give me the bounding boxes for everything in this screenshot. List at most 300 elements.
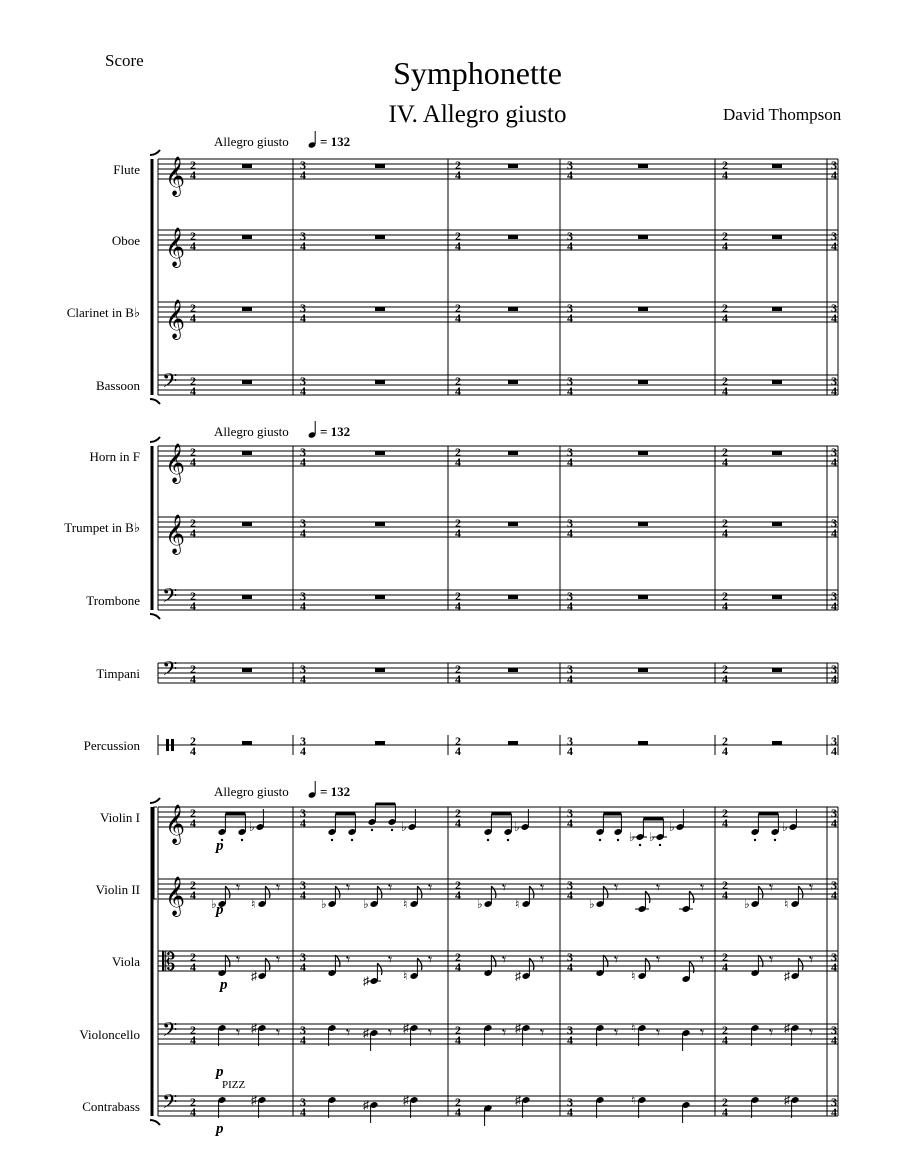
eighth-rest: 𝄾 <box>809 1025 814 1042</box>
eighth-rest: 𝄾 <box>236 880 241 897</box>
accidental-icon: ♭ <box>669 820 675 834</box>
time-signature-numerator: 2 <box>455 516 461 530</box>
time-signature-denominator: 4 <box>722 168 728 182</box>
time-signature-numerator: 3 <box>831 589 837 603</box>
accidental-icon: ♭ <box>514 820 520 834</box>
percussion-clef-icon <box>171 739 174 751</box>
whole-rest <box>638 595 648 599</box>
time-signature-numerator: 2 <box>722 516 728 530</box>
instrument-name-violin2: Violin II <box>95 882 140 897</box>
tempo-marking-text: Allegro giusto <box>214 134 289 149</box>
staccato-dot <box>639 844 641 846</box>
time-signature-denominator: 4 <box>190 960 196 974</box>
time-signature-numerator: 3 <box>567 301 573 315</box>
accidental-icon: ♭ <box>363 897 369 911</box>
accidental-icon: ♭ <box>401 820 407 834</box>
eighth-flag <box>645 891 650 903</box>
time-signature-denominator: 4 <box>190 1033 196 1047</box>
time-signature-denominator: 4 <box>190 599 196 613</box>
eighth-flag <box>335 886 340 898</box>
time-signature-denominator: 4 <box>455 311 461 325</box>
time-signature-denominator: 4 <box>722 1105 728 1119</box>
whole-rest <box>508 235 518 239</box>
time-signature-numerator: 3 <box>831 301 837 315</box>
eighth-flag <box>417 958 422 970</box>
time-signature-numerator: 3 <box>300 734 306 748</box>
accidental-icon: ♮ <box>631 969 636 983</box>
time-signature-numerator: 2 <box>722 374 728 388</box>
whole-rest <box>772 164 782 168</box>
staff-horn <box>158 446 838 466</box>
time-signature-numerator: 2 <box>722 158 728 172</box>
time-signature-denominator: 4 <box>190 311 196 325</box>
accidental-icon: ♮ <box>403 897 408 911</box>
treble-clef-icon: 𝄞 <box>165 445 186 482</box>
time-signature-denominator: 4 <box>300 1105 306 1119</box>
whole-rest <box>508 741 518 745</box>
time-signature-numerator: 3 <box>300 374 306 388</box>
staccato-dot <box>754 839 756 841</box>
accidental-icon: ♯ <box>363 974 369 988</box>
time-signature-numerator: 3 <box>831 950 837 964</box>
whole-rest <box>638 668 648 672</box>
eighth-rest: 𝄾 <box>769 1025 774 1042</box>
time-signature-denominator: 4 <box>831 1105 837 1119</box>
time-signature-denominator: 4 <box>300 168 306 182</box>
time-signature-numerator: 2 <box>190 806 196 820</box>
instrument-name-bass: Contrabass <box>82 1099 140 1114</box>
whole-rest <box>375 164 385 168</box>
whole-rest <box>638 164 648 168</box>
accidental-icon: ♭ <box>629 830 635 844</box>
eighth-rest: 𝄾 <box>614 880 619 897</box>
violins-sub-bracket <box>154 807 157 899</box>
time-signature-numerator: 2 <box>722 589 728 603</box>
time-signature-numerator: 2 <box>722 950 728 964</box>
time-signature-denominator: 4 <box>567 960 573 974</box>
whole-rest <box>508 307 518 311</box>
staccato-dot <box>351 839 353 841</box>
time-signature-denominator: 4 <box>831 599 837 613</box>
time-signature-numerator: 3 <box>300 158 306 172</box>
eighth-rest: 𝄾 <box>614 1025 619 1042</box>
time-signature-numerator: 2 <box>455 734 461 748</box>
brass-bracket-hook <box>150 614 160 619</box>
staccato-dot <box>599 839 601 841</box>
whole-rest <box>242 235 252 239</box>
staff-bassoon <box>158 375 838 395</box>
staff-flute <box>158 159 838 179</box>
winds-bracket-hook <box>150 399 160 404</box>
whole-rest <box>242 164 252 168</box>
time-signature-numerator: 3 <box>831 806 837 820</box>
accidental-icon: ♯ <box>784 1093 790 1107</box>
eighth-flag <box>529 886 534 898</box>
instrument-name-horn: Horn in F <box>89 449 140 464</box>
whole-rest <box>638 451 648 455</box>
eighth-rest: 𝄾 <box>388 952 393 969</box>
eighth-rest: 𝄾 <box>540 952 545 969</box>
time-signature-denominator: 4 <box>831 1033 837 1047</box>
time-signature-denominator: 4 <box>722 744 728 758</box>
whole-rest <box>772 668 782 672</box>
time-signature-denominator: 4 <box>722 960 728 974</box>
eighth-rest: 𝄾 <box>236 1025 241 1042</box>
staccato-dot <box>241 839 243 841</box>
treble-clef-icon: 𝄞 <box>165 301 186 338</box>
whole-rest <box>375 380 385 384</box>
time-signature-numerator: 2 <box>190 1023 196 1037</box>
time-signature-numerator: 3 <box>831 229 837 243</box>
time-signature-numerator: 2 <box>455 301 461 315</box>
staff-viola <box>158 951 838 971</box>
bass-clef-icon: 𝄢 <box>162 1020 178 1046</box>
time-signature-denominator: 4 <box>300 455 306 469</box>
time-signature-denominator: 4 <box>455 168 461 182</box>
eighth-flag <box>265 886 270 898</box>
accidental-icon: ♭ <box>321 897 327 911</box>
time-signature-denominator: 4 <box>455 816 461 830</box>
time-signature-numerator: 2 <box>190 734 196 748</box>
instrument-name-bassoon: Bassoon <box>95 378 140 393</box>
time-signature-denominator: 4 <box>722 384 728 398</box>
accidental-icon: ♯ <box>403 1093 409 1107</box>
accidental-icon: ♭ <box>249 820 255 834</box>
whole-rest <box>375 307 385 311</box>
accidental-icon: ♯ <box>251 1021 257 1035</box>
alto-clef-icon: 𝄡 <box>162 950 176 976</box>
whole-rest <box>638 741 648 745</box>
time-signature-denominator: 4 <box>722 455 728 469</box>
eighth-flag <box>798 886 803 898</box>
time-signature-numerator: 2 <box>455 1023 461 1037</box>
time-signature-denominator: 4 <box>722 311 728 325</box>
staff-clarinet <box>158 302 838 322</box>
time-signature-denominator: 4 <box>567 1105 573 1119</box>
time-signature-numerator: 3 <box>567 950 573 964</box>
time-signature-numerator: 3 <box>567 734 573 748</box>
staff-percussion <box>158 739 838 751</box>
whole-rest <box>508 451 518 455</box>
accidental-icon: ♭ <box>744 897 750 911</box>
treble-clef-icon: 𝄞 <box>165 516 186 553</box>
accidental-icon: ♯ <box>515 1093 521 1107</box>
eighth-rest: 𝄾 <box>700 952 705 969</box>
accidental-icon: ♯ <box>784 1021 790 1035</box>
staff-timpani <box>158 663 838 683</box>
time-signature-numerator: 2 <box>722 734 728 748</box>
accidental-icon: ♯ <box>363 1026 369 1040</box>
time-signature-denominator: 4 <box>831 455 837 469</box>
staff-trumpet <box>158 517 838 537</box>
time-signature-numerator: 3 <box>300 806 306 820</box>
eighth-rest: 𝄾 <box>388 1025 393 1042</box>
time-signature-denominator: 4 <box>567 455 573 469</box>
time-signature-denominator: 4 <box>190 1105 196 1119</box>
time-signature-numerator: 3 <box>300 662 306 676</box>
time-signature-denominator: 4 <box>567 888 573 902</box>
accidental-icon: ♮ <box>631 1021 636 1035</box>
accidental-icon: ♯ <box>363 1098 369 1112</box>
whole-rest <box>508 668 518 672</box>
eighth-rest: 𝄾 <box>346 880 351 897</box>
whole-rest <box>242 595 252 599</box>
bass-clef-icon: 𝄢 <box>162 371 178 397</box>
whole-rest <box>242 668 252 672</box>
time-signature-numerator: 3 <box>567 878 573 892</box>
accidental-icon: ♮ <box>403 969 408 983</box>
tempo-marking-text: Allegro giusto <box>214 784 289 799</box>
time-signature-numerator: 3 <box>567 662 573 676</box>
eighth-rest: 𝄾 <box>769 880 774 897</box>
time-signature-denominator: 4 <box>567 599 573 613</box>
time-signature-denominator: 4 <box>455 1105 461 1119</box>
time-signature-numerator: 2 <box>722 878 728 892</box>
time-signature-numerator: 2 <box>722 229 728 243</box>
time-signature-denominator: 4 <box>831 888 837 902</box>
time-signature-numerator: 3 <box>300 1023 306 1037</box>
bass-clef-icon: 𝄢 <box>162 586 178 612</box>
time-signature-numerator: 2 <box>190 878 196 892</box>
accidental-icon: ♯ <box>251 1093 257 1107</box>
time-signature-numerator: 3 <box>831 1095 837 1109</box>
whole-rest <box>508 164 518 168</box>
time-signature-numerator: 3 <box>567 445 573 459</box>
eighth-rest: 𝄾 <box>502 1025 507 1042</box>
instrument-name-violin1: Violin I <box>99 810 140 825</box>
instrument-name-flute: Flute <box>113 162 140 177</box>
time-signature-numerator: 3 <box>831 158 837 172</box>
time-signature-numerator: 2 <box>722 301 728 315</box>
time-signature-denominator: 4 <box>722 239 728 253</box>
staff-oboe <box>158 230 838 250</box>
time-signature-numerator: 2 <box>722 1095 728 1109</box>
time-signature-denominator: 4 <box>455 744 461 758</box>
time-signature-numerator: 2 <box>190 229 196 243</box>
time-signature-numerator: 2 <box>455 1095 461 1109</box>
time-signature-numerator: 3 <box>831 878 837 892</box>
accidental-icon: ♯ <box>403 1021 409 1035</box>
time-signature-denominator: 4 <box>300 888 306 902</box>
time-signature-numerator: 3 <box>567 516 573 530</box>
staff-violin2 <box>158 879 838 899</box>
time-signature-denominator: 4 <box>722 888 728 902</box>
whole-rest <box>508 522 518 526</box>
time-signature-denominator: 4 <box>722 1033 728 1047</box>
accidental-icon: ♮ <box>515 897 520 911</box>
time-signature-denominator: 4 <box>300 744 306 758</box>
eighth-rest: 𝄾 <box>276 952 281 969</box>
winds-bracket-hook <box>150 150 160 155</box>
time-signature-numerator: 2 <box>455 589 461 603</box>
eighth-flag <box>377 963 382 975</box>
time-signature-numerator: 2 <box>190 374 196 388</box>
time-signature-numerator: 3 <box>831 445 837 459</box>
whole-rest <box>772 522 782 526</box>
time-signature-numerator: 2 <box>455 950 461 964</box>
instrument-name-viola: Viola <box>111 954 140 969</box>
time-signature-numerator: 3 <box>567 1095 573 1109</box>
time-signature-numerator: 2 <box>455 878 461 892</box>
time-signature-denominator: 4 <box>567 672 573 686</box>
time-signature-numerator: 2 <box>190 301 196 315</box>
score-label: Score <box>105 51 144 70</box>
staccato-dot <box>617 839 619 841</box>
time-signature-numerator: 2 <box>455 445 461 459</box>
time-signature-numerator: 2 <box>455 158 461 172</box>
time-signature-numerator: 2 <box>722 806 728 820</box>
whole-rest <box>375 451 385 455</box>
dynamic-marking: p <box>216 902 224 918</box>
eighth-rest: 𝄾 <box>502 952 507 969</box>
dynamic-marking: p <box>216 838 224 854</box>
time-signature-numerator: 3 <box>300 445 306 459</box>
bass-clef-icon: 𝄢 <box>162 1092 178 1118</box>
time-signature-denominator: 4 <box>300 526 306 540</box>
time-signature-denominator: 4 <box>567 1033 573 1047</box>
whole-rest <box>772 451 782 455</box>
time-signature-denominator: 4 <box>190 239 196 253</box>
staccato-dot <box>371 829 373 831</box>
time-signature-denominator: 4 <box>455 672 461 686</box>
eighth-rest: 𝄾 <box>276 880 281 897</box>
eighth-rest: 𝄾 <box>614 952 619 969</box>
time-signature-denominator: 4 <box>455 239 461 253</box>
time-signature-numerator: 3 <box>567 374 573 388</box>
time-signature-denominator: 4 <box>567 744 573 758</box>
eighth-rest: 𝄾 <box>276 1025 281 1042</box>
time-signature-denominator: 4 <box>831 744 837 758</box>
time-signature-numerator: 2 <box>190 589 196 603</box>
whole-rest <box>242 307 252 311</box>
time-signature-denominator: 4 <box>722 672 728 686</box>
dynamic-marking: p <box>220 977 228 993</box>
movement-subtitle: IV. Allegro giusto <box>388 101 567 128</box>
eighth-flag <box>417 886 422 898</box>
eighth-rest: 𝄾 <box>700 880 705 897</box>
tempo-bpm: = 132 <box>320 784 351 799</box>
dynamic-marking: p <box>216 1064 224 1080</box>
accidental-icon: ♯ <box>515 969 521 983</box>
time-signature-numerator: 3 <box>567 1023 573 1037</box>
time-signature-numerator: 3 <box>300 301 306 315</box>
time-signature-denominator: 4 <box>455 1033 461 1047</box>
time-signature-denominator: 4 <box>831 672 837 686</box>
whole-rest <box>375 668 385 672</box>
time-signature-denominator: 4 <box>831 168 837 182</box>
time-signature-denominator: 4 <box>722 526 728 540</box>
time-signature-denominator: 4 <box>831 239 837 253</box>
staccato-dot <box>391 829 393 831</box>
time-signature-numerator: 2 <box>455 806 461 820</box>
instrument-name-clarinet: Clarinet in B♭ <box>66 305 140 320</box>
pizz-marking: PIZZ <box>222 1079 246 1091</box>
composer-name: David Thompson <box>723 105 842 124</box>
time-signature-denominator: 4 <box>300 672 306 686</box>
whole-rest <box>638 307 648 311</box>
time-signature-numerator: 3 <box>300 516 306 530</box>
time-signature-numerator: 3 <box>567 158 573 172</box>
eighth-flag <box>491 886 496 898</box>
whole-rest <box>772 595 782 599</box>
time-signature-numerator: 2 <box>190 662 196 676</box>
time-signature-denominator: 4 <box>300 960 306 974</box>
eighth-flag <box>689 891 694 903</box>
whole-rest <box>638 380 648 384</box>
whole-rest <box>772 307 782 311</box>
accidental-icon: ♮ <box>251 897 256 911</box>
whole-rest <box>508 595 518 599</box>
time-signature-denominator: 4 <box>190 816 196 830</box>
time-signature-numerator: 3 <box>831 734 837 748</box>
eighth-rest: 𝄾 <box>656 1025 661 1042</box>
time-signature-denominator: 4 <box>455 455 461 469</box>
staccato-dot <box>331 839 333 841</box>
time-signature-numerator: 3 <box>300 878 306 892</box>
whole-rest <box>638 235 648 239</box>
time-signature-denominator: 4 <box>831 311 837 325</box>
tempo-marking-text: Allegro giusto <box>214 424 289 439</box>
time-signature-denominator: 4 <box>190 672 196 686</box>
time-signature-denominator: 4 <box>455 384 461 398</box>
time-signature-denominator: 4 <box>455 888 461 902</box>
dynamic-marking: p <box>216 1121 224 1137</box>
time-signature-numerator: 3 <box>831 1023 837 1037</box>
time-signature-denominator: 4 <box>300 816 306 830</box>
eighth-flag <box>265 958 270 970</box>
eighth-rest: 𝄾 <box>502 880 507 897</box>
eighth-rest: 𝄾 <box>700 1025 705 1042</box>
time-signature-denominator: 4 <box>567 168 573 182</box>
time-signature-denominator: 4 <box>190 455 196 469</box>
eighth-rest: 𝄾 <box>540 880 545 897</box>
staff-trombone <box>158 590 838 610</box>
time-signature-numerator: 2 <box>190 158 196 172</box>
accidental-icon: ♭ <box>589 897 595 911</box>
time-signature-denominator: 4 <box>190 168 196 182</box>
tempo-bpm: = 132 <box>320 134 351 149</box>
eighth-rest: 𝄾 <box>656 880 661 897</box>
treble-clef-icon: 𝄞 <box>165 806 186 843</box>
time-signature-denominator: 4 <box>831 526 837 540</box>
time-signature-denominator: 4 <box>300 384 306 398</box>
whole-rest <box>638 522 648 526</box>
whole-rest <box>242 522 252 526</box>
eighth-flag <box>529 958 534 970</box>
time-signature-denominator: 4 <box>722 599 728 613</box>
instrument-name-percussion: Percussion <box>83 738 140 753</box>
eighth-flag <box>377 886 382 898</box>
strings-bracket-hook <box>150 1120 160 1125</box>
staccato-dot <box>487 839 489 841</box>
eighth-flag <box>758 886 763 898</box>
instrument-name-cello: Violoncello <box>79 1027 140 1042</box>
time-signature-numerator: 2 <box>190 1095 196 1109</box>
time-signature-numerator: 2 <box>455 229 461 243</box>
whole-rest <box>508 380 518 384</box>
whole-rest <box>772 380 782 384</box>
treble-clef-icon: 𝄞 <box>165 229 186 266</box>
eighth-rest: 𝄾 <box>540 1025 545 1042</box>
eighth-flag <box>798 958 803 970</box>
accidental-icon: ♮ <box>631 1093 636 1107</box>
treble-clef-icon: 𝄞 <box>165 158 186 195</box>
accidental-icon: ♭ <box>477 897 483 911</box>
time-signature-numerator: 2 <box>455 662 461 676</box>
eighth-rest: 𝄾 <box>809 952 814 969</box>
time-signature-denominator: 4 <box>300 311 306 325</box>
eighth-flag <box>645 958 650 970</box>
